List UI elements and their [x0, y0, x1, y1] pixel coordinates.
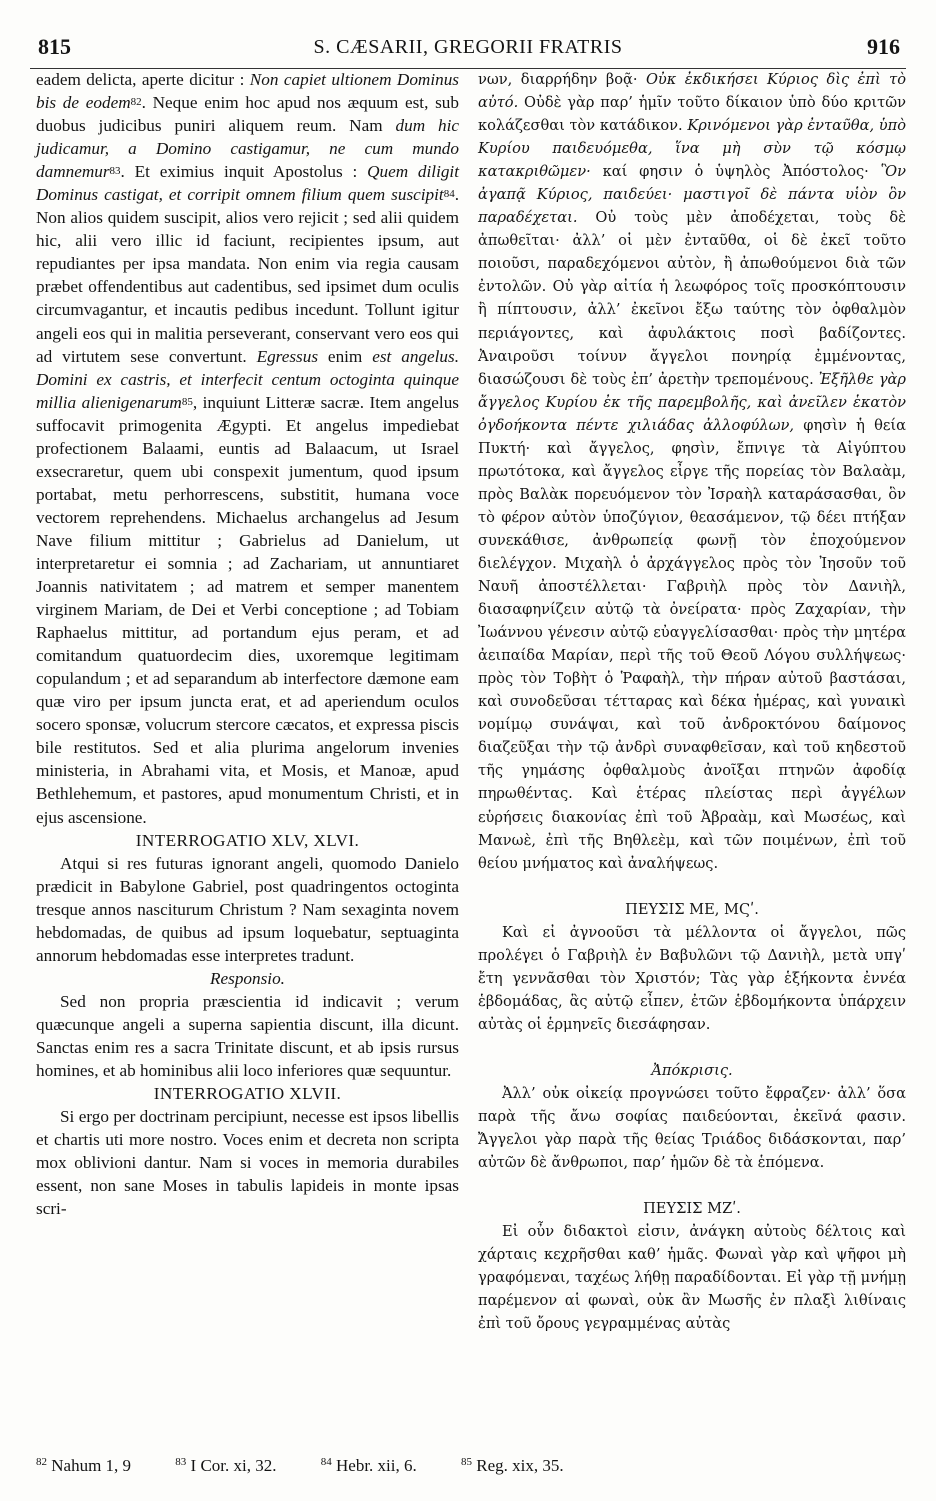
footnote-82: $^{82}$ Nahum 1, 9	[36, 1456, 132, 1475]
greek-paragraph-2: Καὶ εἰ ἀγνοοῦσι τὰ μέλλοντα οἱ ἄγγελοι, πῶς προλέγει ὁ Γαβριὴλ ἐν Βαβυλῶνι τῷ Δανιὴλ, μετὰ υπγʹ ἔτη γεννᾶσθαι τὸν Χριστόν; Τὰς γὰρ ἑξήκοντα ἐννέα ἑβδομάδας, ἃς αὐτῷ εἶπεν, ἐτῶν ἑβδομήκοντα ὑπάρχειν αὐτὰς οἱ ἑρμηνεῖς διεσάφησαν.	[478, 923, 906, 1033]
scripture-quote: Non capiet ultionem Dominus bis de eodem	[36, 70, 459, 113]
spacer	[478, 1036, 906, 1059]
scripture-quote: Egressus	[256, 346, 319, 366]
scripture-quote: est angelus. Domini ex castris, et interfecit centum octoginta quinque millia alienigenarum	[36, 346, 460, 412]
footnote-83: $^{83}$ I Cor. xi, 32.	[175, 1456, 277, 1475]
latin-column	[36, 68, 459, 1220]
latin-paragraph-3: Sed non propria præscientia id indicavit ; verum quæcunque angeli a superna sapientia discunt, illa dicunt. Sanctas enim res a sacra Trinitate discunt, et ab ipsis rursus homines, et ab hominibus alii loco inferiores quæ sequuntur.	[36, 991, 459, 1081]
greek-paragraph-1: νων, διαρρήδην βοᾷ· Οὐκ ἐκδικήσει Κύριος δὶς ἐπὶ τὸ αὐτό. Οὐδὲ γὰρ παρ’ ἡμῖν τοῦτο δίκαιον ὑπὸ δύο κριτῶν κολάζεσθαι τὸν κατάδικον. Κρινόμενοι γὰρ ἐνταῦθα, ὑπὸ Κυρίου παιδευόμεθα, ἵνα μὴ σὺν τῷ κόσμῳ κατακριθῶμεν· καί φησιν ὁ ὑψηλὸς Ἀπόστολος· Ὃν ἀγαπᾷ Κύριος, παιδεύει· μαστιγοῖ δὲ πάντα υἱὸν ὃν παραδέχεται. Οὐ τοὺς μὲν ἀποδέχεται, τοὺς δὲ ἀπωθεῖται· ἀλλ’ οἱ μὲν ἐνταῦθα, οἱ δὲ ἐκεῖ τοῦτο ποιοῦσι, παραδεχόμενοι αὐτὸν, ἢ ἀπωθούμενοι διὰ τῶν ἐντολῶν. Οὐ γὰρ αἰτία ἡ λεωφόρος τοῖς προσκόπτουσιν ἢ πίπτουσιν, ἀλλ’ ἐκεῖνοι ἔξω ταύτης τὸν ὀφθαλμὸν περιάγοντες, καὶ ἀφυλάκτοις ποσὶ βαδίζοντες. Ἀναιροῦσι τοίνυν ἄγγελοι πονηρίᾳ ἐμμένοντας, διασώζουσι δὲ τοὺς ἐπ’ ἀρετὴν τρεπομένους. Ἐξῆλθε γὰρ ἄγγελος Κυρίου ἐκ τῆς παρεμβολῆς, καὶ ἀνεῖλεν ἑκατὸν ὀγδοήκοντα πέντε χιλιάδας ἀλλοφύλων, φησὶν ἡ θεία Πυκτή· καὶ ἄγγελος, φησὶν, ἔπνιγε τὰ Αἰγύπτου πρωτότοκα, καὶ ἄγγελος εἶργε τῆς πορείας τὸν Βαλαὰμ, πρὸς Βαλὰκ πορευόμενον τὸν Ἰσραὴλ καταράσασθαι, ὃν τὸ φέρον αὐτὸν ὑποζύγιον, θεασάμενον, τῷ δέει πτήξαν συνεκάθισε, ἀνθρωπείᾳ φωνῇ τὸν ἐποχούμενον διελέγχον. Μιχαὴλ ὁ ἀρχάγγελος πρὸς τὸν Ἰησοῦν τοῦ Ναυῆ ἀποστέλλεται· Γαβριὴλ πρὸς τὸν Δανιὴλ, διασαφηνίζειν αὐτῷ τὰ ὀνείρατα· πρὸς Ζαχαρίαν, τὴν Ἰωάννου γένεσιν αὐτῷ εὐαγγελίσασθαι· πρὸς τὴν μητέρα ἀειπαίδα Μαρίαν, περὶ τῆς τοῦ Θεοῦ Λόγου συλλήψεως· πρὸς τὸν Τοβὴτ ὁ Ῥαφαὴλ, τὴν πήραν αὐτοῦ βαστάσαι, καὶ συνοδεῦσαι τέτταρας καὶ δέκα ἡμέρας, καὶ γυναικὶ νομίμῳ συνάψαι, καὶ τοῦ ἀνδροκτόνου δαίμονος διαζεῦξαι τὴν τῷ ἀνδρὶ συναφθεῖσαν, καὶ τοῦ κηδεστοῦ τῆς γημάσης ὀφθαλμοὺς ἀνοῖξαι πτηνῶν ἀφοδίᾳ πηρωθέντας. Καὶ ἑτέρας πλείστας περὶ ἀγγέλων εὑρήσεις διακονίας ἐπὶ τοῦ Ἀβραὰμ, καὶ Μωσέως, καὶ Μανωὲ, ἐπὶ τῆς Βηθλεὲμ, καὶ τῶν ποιμένων, ἐπὶ τοῦ θείου μνήματος καὶ ἀναλήψεως.	[478, 71, 906, 872]
left-page-number: 815	[38, 34, 71, 59]
footnote-marker: 84	[443, 188, 455, 201]
scripture-quote: Quem diligit Dominus castigat, et corripit omnem filium quem suscipit	[36, 162, 459, 205]
scripture-quote: Κρινόμενοι γὰρ ἐνταῦθα, ὑπὸ Κυρίου παιδευόμεθα, ἵνα μὴ σὺν τῷ κόσμῳ κατακριθῶμεν·	[478, 117, 906, 181]
latin-responsio-label: Responsio.	[210, 968, 285, 988]
footnote-marker: 85	[181, 395, 193, 408]
scripture-quote: Ἐξῆλθε γὰρ ἄγγελος Κυρίου ἐκ τῆς παρεμβολῆς, καὶ ἀνεῖλεν ἑκατὸν ὀγδοήκοντα πέντε χιλιάδας ἀλλοφύλων,	[478, 370, 906, 434]
page-header	[30, 34, 906, 69]
running-title: S. CÆSARII, GREGORII FRATRIS	[313, 36, 623, 58]
spacer	[478, 875, 906, 898]
footnote-85: $^{85}$ Reg. xix, 35.	[461, 1456, 564, 1475]
footnote-marker: 82	[130, 96, 142, 109]
latin-heading-interrogatio-47: INTERROGATIO XLVII.	[153, 1084, 342, 1104]
footnote-84: $^{84}$ Hebr. xii, 6.	[320, 1456, 417, 1475]
footnote-marker: 83	[109, 165, 121, 178]
latin-paragraph-1: eadem delicta, aperte dicitur : Non capiet ultionem Dominus bis de eodem$^{82}$. Neque enim hoc apud nos æquum est, sub duobus judicibus puniri aliquem reum. Nam dum hic judicamur, a Domino castigamur, ne cum mundo damnemur$^{83}$. Et eximius inquit Apostolus : Quem diligit Dominus castigat, et corripit omnem filium quem suscipit$^{84}$. Non alios quidem suscipit, alios vero rejicit ; sed alii quidem hic, alii vero illic id faciunt, recipientes ipsum, aut repudiantes per ipsa mandata. Non enim via regia causam præbet offendentibus aut cadentibus, sed ipsimet dum oculis circumvagantur, et incautis pedibus incedunt. Tollunt igitur angeli eos qui in malitia perseverant, conservant vero eos qui ad virtutem sese convertunt. Egressus enim est angelus. Domini ex castris, et interfecit centum octoginta quinque millia alienigenarum$^{85}$, inquiunt Litteræ sacræ. Item angelus suffocavit primogenita Ægypti. Et angelus impediebat profectionem Balaami, euntis ad Balaacum, ut Israel exsecraretur, quem ubi conspexit jumentum, quod ipsum portabat, metu perhorrescens, substitit, humana voce vectorem reprehendens. Michaelus archangelus ad Jesum Nave filium mittitur ; Gabrielus ad Danielum, ut interpretaretur ei somnia ; ad Zachariam, ut annuntiaret Joannis nativitatem ; ad matrem et semper manentem virginem Mariam, de Dei et Verbi conceptione ; ad Tobiam Raphaelus mittitur, ad portandum ejus peram, et ad comitandum quatuordecim dies, uxoremque legitimam copulandum ; et ad separandum ab interfectore dæmone eam quæ viro per ipsum juncta erat, et ad aperiendum oculos socero sponsæ, volucrum stercore cæcatos, et expressa piscis bile restitutos. Sed et alia plurima angelorum invenies ministeria, in Abrahami vita, et Mosis, et Manoæ, apud Bethlehemum, et pastores, apud monumentum Christi, et in ejus ascensione.	[36, 70, 460, 827]
greek-column	[478, 68, 906, 1335]
greek-heading-peusis-45-46: ΠΕΥΣΙΣ ΜΕ, ΜϚʹ.	[625, 900, 759, 918]
greek-paragraph-4: Εἰ οὖν διδακτοὶ εἰσιν, ἀνάγκη αὐτοὺς δέλτοις καὶ χάρταις κεχρῆσθαι καθ’ ἡμᾶς. Φωναὶ γὰρ καὶ ψῆφοι μὴ γραφόμεναι, ταχέως λήθῃ παραδίδονται. Εἰ γὰρ τῇ μνήμῃ παρέμενον αἱ φωναὶ, οὐκ ἂν Μωσῆς ἐν πλαξὶ λιθίναις ἐπὶ τοῦ ὄρους γεγραμμένας αὐτὰς	[478, 1223, 906, 1333]
right-page-number: 916	[867, 34, 900, 59]
greek-paragraph-3: Ἀλλ’ οὐκ οἰκείᾳ προγνώσει τοῦτο ἔφραζεν· ἀλλ’ ὅσα παρὰ τῆς ἄνω σοφίας παιδεύονται, ἐκεῖνά φασιν. Ἄγγελοι γὰρ παρὰ τῆς θείας Τριάδος διδάσκονται, παρ’ αὐτῶν δὲ ἄνθρωποι, παρ’ ἡμῶν δὲ τὰ ἑπόμενα.	[478, 1084, 906, 1172]
latin-paragraph-2: Atqui si res futuras ignorant angeli, quomodo Danielo prædicit in Babylone Gabriel, post quadringentos octoginta tresque annos nasciturum Christum ? Nam sexaginta novem hebdomadas, de quibus ad ipsum loquebatur, septuaginta annorum hebdomadas esse interpretes tradunt.	[36, 853, 459, 965]
scripture-quote: Οὐκ ἐκδικήσει Κύριος δὶς ἐπὶ τὸ αὐτό.	[478, 71, 906, 112]
spacer	[478, 1174, 906, 1197]
latin-paragraph-4: Si ergo per doctrinam percipiunt, necesse est ipsos libellis et chartis uti more nostro. Voces enim et decreta non scripta mox oblivioni dantur. Nam si voces in memoria durabiles essent, non sane Moses in tabulis lapideis in monte ipsas scri-	[36, 1107, 459, 1219]
footnotes	[36, 1456, 636, 1476]
scripture-quote: dum hic judicamur, a Domino castigamur, ne cum mundo damnemur	[36, 116, 459, 182]
greek-heading-peusis-47: ΠΕΥΣΙΣ ΜΖʹ.	[643, 1200, 741, 1218]
scripture-quote: Ὃν ἀγαπᾷ Κύριος, παιδεύει· μαστιγοῖ δὲ πάντα υἱὸν ὃν παραδέχεται.	[478, 163, 906, 227]
latin-heading-interrogatio-45-46: INTERROGATIO XLV, XLVI.	[135, 830, 360, 850]
greek-apokrisis-label: Ἀπόκρισις.	[651, 1061, 733, 1079]
